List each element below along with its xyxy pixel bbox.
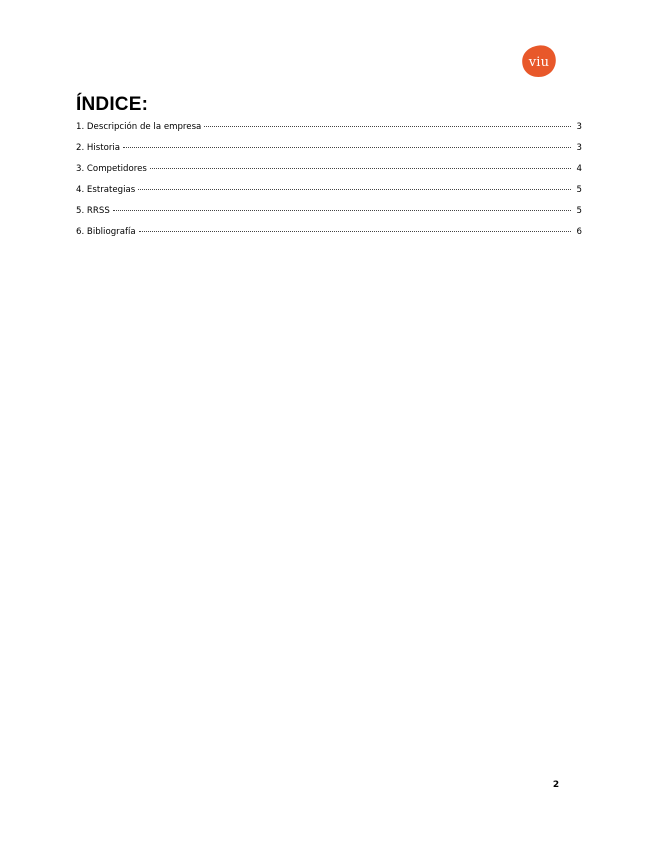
viu-logo bbox=[521, 44, 557, 78]
toc-entry-page: 4 bbox=[576, 164, 582, 174]
toc-entry-page: 3 bbox=[576, 143, 582, 153]
toc-entry[interactable] bbox=[76, 122, 582, 143]
toc-entry-label: 3. Competidores bbox=[76, 164, 147, 174]
toc-entry-label: 2. Historia bbox=[76, 143, 121, 153]
toc-entry-label: 5. RRSS bbox=[76, 206, 110, 216]
toc-entry-page: 3 bbox=[576, 122, 582, 132]
page-number: 2 bbox=[552, 780, 560, 790]
table-of-contents bbox=[76, 122, 582, 248]
toc-entry[interactable] bbox=[76, 143, 582, 164]
toc-entry[interactable] bbox=[76, 206, 582, 227]
toc-entry-page: 6 bbox=[576, 227, 582, 237]
toc-dot-leader bbox=[204, 126, 571, 127]
toc-entry-label: 6. Bibliografía bbox=[76, 227, 136, 237]
toc-dot-leader bbox=[150, 168, 571, 169]
toc-entry-page: 5 bbox=[576, 185, 582, 195]
toc-dot-leader bbox=[139, 231, 571, 232]
toc-entry-page: 5 bbox=[576, 206, 582, 216]
toc-entry[interactable] bbox=[76, 227, 582, 248]
toc-title: ÍNDICE: bbox=[76, 94, 149, 115]
logo-text: viu bbox=[528, 54, 550, 70]
toc-dot-leader bbox=[123, 147, 571, 148]
toc-dot-leader bbox=[138, 189, 571, 190]
toc-entry[interactable] bbox=[76, 164, 582, 185]
toc-dot-leader bbox=[113, 210, 571, 211]
toc-entry-label: 4. Estrategias bbox=[76, 185, 136, 195]
toc-entry[interactable] bbox=[76, 185, 582, 206]
toc-entry-label: 1. Descripción de la empresa bbox=[76, 122, 202, 132]
